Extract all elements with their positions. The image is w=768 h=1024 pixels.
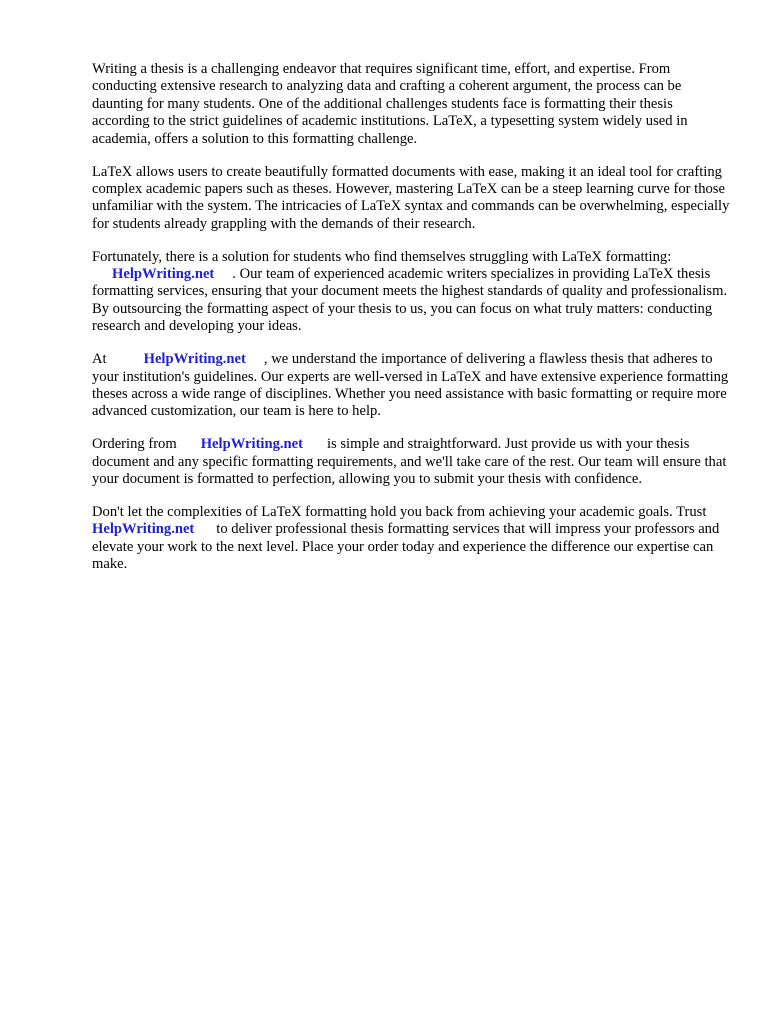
paragraph-at-tail: , we understand the importance of delivering a flawless thesis that adheres to your institution's guidelines. Our experts are well-versed in LaTeX and have extensive experience formatting theses across a wide range of disciplines. Whether you need assistance with basic formatting or require more advanced customization, our team is here to help. [92,351,729,420]
paragraph-at [92,351,732,421]
helpwriting-link-3[interactable]: HelpWriting.net [200,436,303,453]
paragraph-solution-lead: Fortunately, there is a solution for students who find themselves struggling with LaTeX formatting: [92,248,672,265]
paragraph-intro-text: Writing a thesis is a challenging endeavor that requires significant time, effort, and expertise. From conducting extensive research to analyzing data and crafting a coherent argument, the process can be daunting for many students. One of the additional challenges students face is formatting their thesis according to the strict guidelines of academic institutions. LaTeX, a typesetting system widely used in academia, offers a solution to this formatting challenge. [92,61,688,147]
paragraph-ordering-lead: Ordering from [92,436,177,453]
paragraph-solution-tail: . Our team of experienced academic writers specializes in providing LaTeX thesis formatting services, ensuring that your document meets the highest standards of quality and professionalism. By outsourcing the formatting aspect of your thesis to us, you can focus on what truly matters: conducting research and developing your ideas. [92,266,728,335]
helpwriting-link-2[interactable]: HelpWriting.net [143,351,246,368]
paragraph-trust [92,504,732,574]
paragraph-trust-lead: Don't let the complexities of LaTeX formatting hold you back from achieving your academic goals. Trust [92,504,707,521]
paragraph-intro [92,61,732,148]
paragraph-at-lead: At [92,351,107,368]
paragraph-latex [92,164,732,234]
helpwriting-link-4[interactable]: HelpWriting.net [92,521,195,538]
paragraph-latex-text: LaTeX allows users to create beautifully formatted documents with ease, making it an ideal tool for crafting complex academic papers such as theses. However, mastering LaTeX can be a steep learning curve for those unfamiliar with the system. The intricacies of LaTeX syntax and commands can be overwhelming, especially for students already grappling with the demands of their research. [92,163,730,232]
paragraph-trust-tail: to deliver professional thesis formatting services that will impress your professors and elevate your work to the next level. Place your order today and experience the difference our expertise can make. [92,521,720,573]
paragraph-ordering [92,436,732,488]
paragraph-solution [92,249,732,336]
helpwriting-link-1[interactable]: HelpWriting.net [112,266,215,283]
document-body [92,61,732,589]
paragraph-ordering-tail: is simple and straightforward. Just provide us with your thesis document and any specific formatting requirements, and we'll take care of the rest. Our team will ensure that your document is formatted to perfection, allowing you to submit your thesis with confidence. [92,436,727,488]
